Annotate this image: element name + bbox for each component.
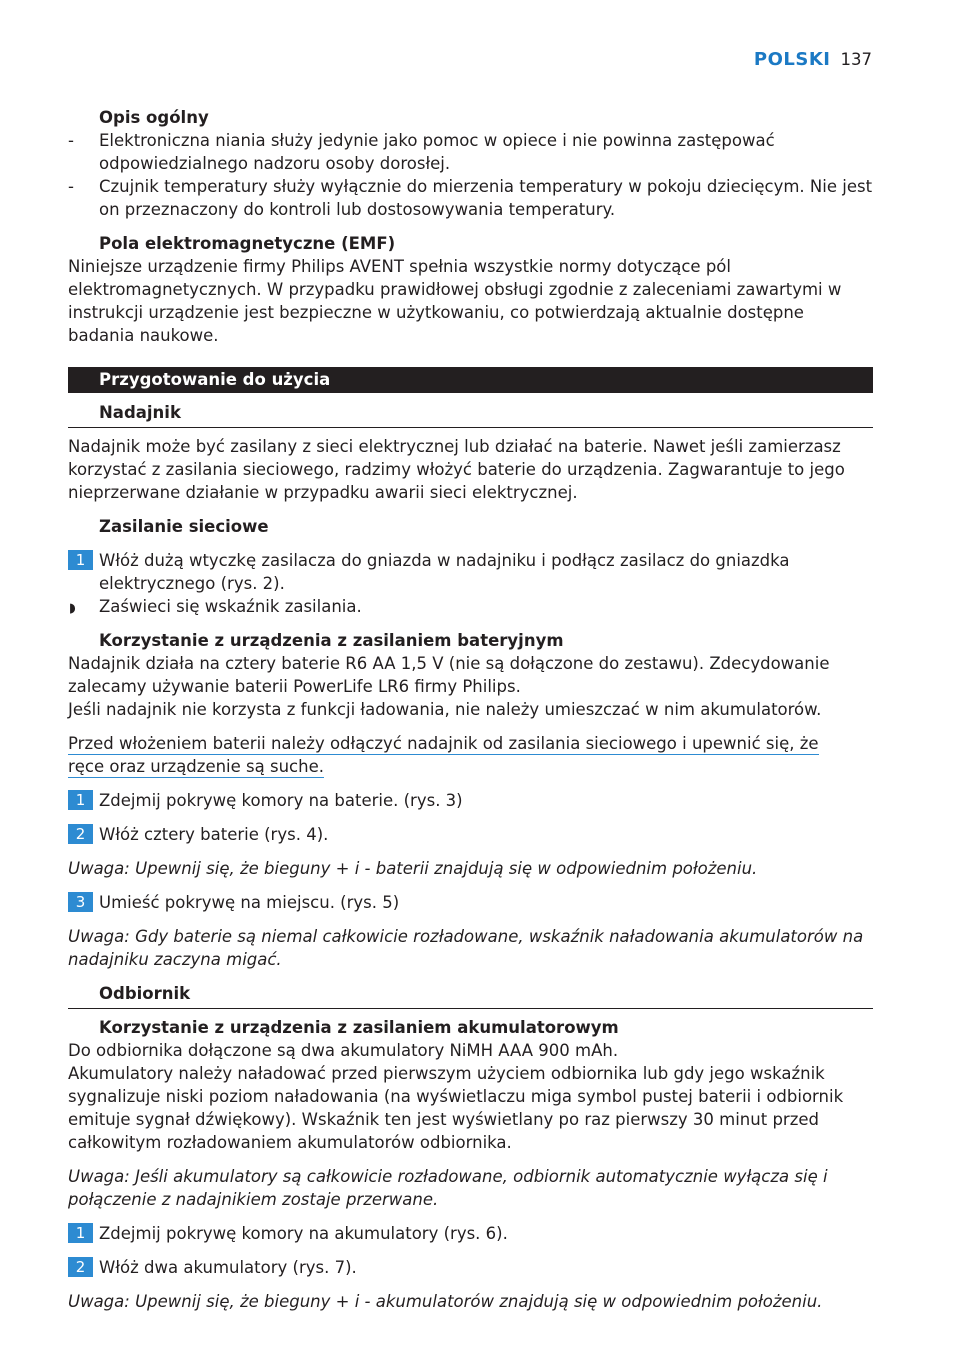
- step-text: Włóż cztery baterie (rys. 4).: [99, 825, 329, 844]
- step-number-badge: 2: [68, 824, 93, 844]
- result-text: Zaświeci się wskaźnik zasilania.: [99, 597, 362, 616]
- step-item: [68, 891, 873, 914]
- battery-heading: Korzystanie z urządzenia z zasilaniem bateryjnym: [99, 631, 564, 650]
- battery-body-1: Nadajnik działa na cztery baterie R6 AA 1,5 V (nie są dołączone do zestawu). Zdecydowanie zalecamy używanie baterii PowerLife LR6 firmy Philips.: [68, 654, 830, 696]
- page-content: [68, 106, 873, 1313]
- result-item: [68, 595, 873, 618]
- rechargeable-body-2: Akumulatory należy naładować przed pierwszym użyciem odbiornika lub gdy jego wskaźnik sygnalizuje niski poziom naładowania (na wyświetlaczu miga symbol pustej baterii i odbiornik emituje sygnał dźwiękowy). Wskaźnik ten jest wyświetlany po raz pierwszy 30 minut przed całkowitym rozładowaniem akumulatorów odbiornika.: [68, 1064, 844, 1152]
- list-item: [68, 129, 873, 175]
- language-label: POLSKI: [753, 49, 831, 70]
- step-text: Włóż dwa akumulatory (rys. 7).: [99, 1258, 357, 1277]
- result-triangle-icon: ◗: [69, 601, 76, 616]
- step-text: Zdejmij pokrywę komory na akumulatory (rys. 6).: [99, 1224, 508, 1243]
- battery-body-2: Jeśli nadajnik nie korzysta z funkcji ładowania, nie należy umieszczać w nim akumulatorów.: [68, 700, 822, 719]
- step-number-badge: 1: [68, 1223, 93, 1243]
- note-text: Uwaga: Upewnij się, że bieguny + i - baterii znajdują się w odpowiednim położeniu.: [68, 859, 758, 878]
- rechargeable-heading: Korzystanie z urządzenia z zasilaniem akumulatorowym: [99, 1018, 619, 1037]
- list-item-text: Czujnik temperatury służy wyłącznie do mierzenia temperatury w pokoju dziecięcym. Nie jest on przeznaczony do kontroli lub dostosowywania temperatury.: [99, 177, 873, 219]
- list-item-text: Elektroniczna niania służy jedynie jako pomoc w opiece i nie powinna zastępować odpowiedzialnego nadzoru osoby dorosłej.: [99, 131, 775, 173]
- step-item: [68, 789, 873, 812]
- mains-heading: Zasilanie sieciowe: [99, 517, 269, 536]
- step-item: [68, 1222, 873, 1245]
- page-header: [754, 48, 872, 74]
- step-item: [68, 823, 873, 846]
- dash-marker: -: [68, 177, 74, 196]
- step-item: [68, 549, 873, 595]
- transmitter-heading: Nadajnik: [68, 401, 873, 428]
- transmitter-intro: Nadajnik może być zasilany z sieci elektrycznej lub działać na baterie. Nawet jeśli zamierzasz korzystać z zasilania sieciowego, radzimy włożyć baterie do urządzenia. Zagwarantuje to jego nieprzerwane działanie w przypadku awarii sieci elektrycznej.: [68, 437, 845, 502]
- step-text: Włóż dużą wtyczkę zasilacza do gniazda w nadajniku i podłącz zasilacz do gniazdka elektrycznego (rys. 2).: [99, 551, 790, 593]
- step-number-badge: 2: [68, 1257, 93, 1277]
- note-text: Uwaga: Upewnij się, że bieguny + i - akumulatorów znajdują się w odpowiednim położeniu.: [68, 1292, 823, 1311]
- section-bar-title: Przygotowanie do użycia: [68, 367, 873, 393]
- dash-marker: -: [68, 131, 74, 150]
- emf-body: Niniejsze urządzenie firmy Philips AVENT spełnia wszystkie normy dotyczące pól elektromagnetycznych. W przypadku prawidłowej obsługi zgodnie z zaleceniami zawartymi w instrukcji urządzenie jest bezpieczne w użytkowaniu, co potwierdzają aktualnie dostępne badania naukowe.: [68, 257, 842, 345]
- emf-heading: Pola elektromagnetyczne (EMF): [99, 234, 396, 253]
- note-text: Uwaga: Gdy baterie są niemal całkowicie rozładowane, wskaźnik naładowania akumulatorów na nadajniku zaczyna migać.: [68, 927, 864, 969]
- receiver-heading: Odbiornik: [68, 982, 873, 1009]
- step-number-badge: 1: [68, 790, 93, 810]
- step-number-badge: 3: [68, 892, 93, 912]
- list-item: [68, 175, 873, 221]
- page-number: 137: [840, 50, 872, 69]
- rechargeable-body-1: Do odbiornika dołączone są dwa akumulatory NiMH AAA 900 mAh.: [68, 1041, 619, 1060]
- warning-text: Przed włożeniem baterii należy odłączyć nadajnik od zasilania sieciowego i upewnić się, że ręce oraz urządzenie są suche.: [68, 734, 819, 776]
- step-text: Umieść pokrywę na miejscu. (rys. 5): [99, 893, 400, 912]
- step-number-badge: 1: [68, 550, 93, 570]
- general-heading: Opis ogólny: [99, 108, 209, 127]
- note-text: Uwaga: Jeśli akumulatory są całkowicie rozładowane, odbiornik automatycznie wyłącza się i połączenie z nadajnikiem zostaje przerwane.: [68, 1167, 828, 1209]
- step-text: Zdejmij pokrywę komory na baterie. (rys. 3): [99, 791, 463, 810]
- step-item: [68, 1256, 873, 1279]
